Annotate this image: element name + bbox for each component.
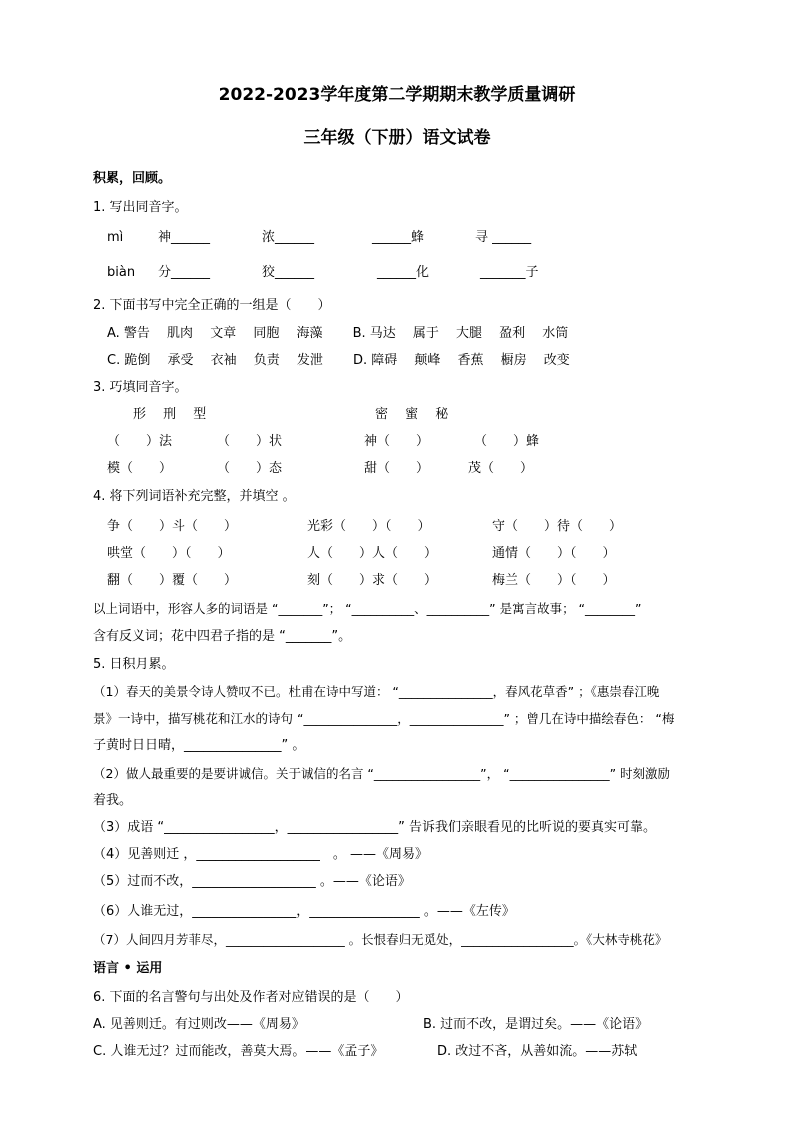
q3-blank: （ ）状 [217, 434, 283, 449]
q3-blank: （ ）法 [107, 434, 173, 449]
exam-subtitle: 三年级（下册）语文试卷 [303, 128, 491, 148]
q3-blank: （ ）蜂 [474, 434, 540, 449]
q3-chars-group2: 密 蜜 秘 [375, 407, 449, 422]
q4-idiom: 人（ ）人（ ） [307, 546, 438, 561]
q4-fill-line: 含有反义词；花中四君子指的是 “_______”。 [93, 629, 352, 644]
q5-stem: 5. 日积月累。 [93, 657, 175, 672]
q5-line: （3）成语 “_________________，_________________” 告诉我们亲眼看见的比听说的要真实可靠。 [93, 820, 657, 835]
q1-blank: _______子 [480, 265, 539, 280]
q6-option-a: A. 见善则迁。有过则改——《周易》 [93, 1017, 305, 1032]
q5-line: 景》一诗中，描写桃花和江水的诗句 “_______________，_______________” ；曾几在诗中描绘春色： “梅 [93, 711, 675, 726]
q5-line: （6）人谁无过，________________，_________________ 。——《左传》 [93, 904, 515, 919]
q3-blank: 模（ ） [107, 461, 173, 476]
q4-stem: 4. 将下列词语补充完整，并填空 。 [93, 489, 296, 504]
q3-blank: 神（ ） [364, 434, 430, 449]
q4-idiom: 通情（ ）（ ） [492, 546, 616, 561]
q1-pinyin-mi: mì [107, 230, 124, 245]
q2-options-cd: C. 跪倒 承受 衣袖 负责 发泄 D. 障碍 颠峰 香蕉 橱房 改变 [107, 353, 570, 368]
section-heading-accumulation: 积累，回顾。 [93, 171, 172, 186]
q4-idiom: 哄堂（ ）（ ） [107, 546, 231, 561]
q5-line: （2）做人最重要的是要讲诚信。关于诚信的名言 “_________________”， “________________” 时刻激励 [93, 766, 671, 781]
q3-stem: 3. 巧填同音字。 [93, 380, 188, 395]
q3-blank: 茂（ ） [468, 461, 534, 476]
q1-blank: 神______ [158, 230, 211, 245]
q4-fill-line: 以上词语中，形容人多的词语是 “_______”； “__________、__________” 是寓言故事； “________” [93, 601, 642, 616]
q1-blank: 分______ [158, 265, 211, 280]
q6-option-d: D. 改过不吝，从善如流。——苏轼 [437, 1044, 638, 1059]
q1-blank: ______化 [377, 265, 430, 280]
q6-stem: 6. 下面的名言警句与出处及作者对应错误的是（ ） [93, 990, 409, 1005]
q4-idiom: 刻（ ）求（ ） [307, 573, 438, 588]
q3-blank: （ ）态 [217, 461, 283, 476]
q2-options-ab: A. 警告 肌肉 文章 同胞 海藻 B. 马达 属于 大腿 盈利 水筒 [107, 326, 569, 341]
q4-idiom: 争（ ）斗（ ） [107, 519, 238, 534]
q1-blank: 狡______ [262, 265, 315, 280]
q6-option-b: B. 过而不改，是谓过矣。——《论语》 [423, 1017, 649, 1032]
q6-option-c: C. 人谁无过？过而能改，善莫大焉。——《孟子》 [93, 1044, 384, 1059]
q1-stem: 1. 写出同音字。 [93, 200, 188, 215]
exam-title: 2022-2023学年度第二学期期末教学质量调研 [218, 85, 576, 105]
q1-blank: ______蜂 [372, 230, 425, 245]
q5-line: （7）人间四月芳菲尽，___________________ 。长恨春归无觅处，__________________。《大林寺桃花》 [93, 932, 668, 947]
q1-blank: 浓______ [262, 230, 315, 245]
q5-line: （1）春天的美景令诗人赞叹不已。杜甫在诗中写道： “_______________，春风花草香” ；《惠崇春江晚 [93, 684, 660, 699]
q4-idiom: 光彩（ ）（ ） [307, 519, 431, 534]
q5-line: （4）见善则迁 ，___________________ 。 ——《周易》 [93, 847, 429, 862]
q4-idiom: 翻（ ）覆（ ） [107, 573, 238, 588]
section-heading-language-use: 语言 • 运用 [93, 961, 163, 976]
q4-idiom: 梅兰（ ）（ ） [492, 573, 616, 588]
q5-line: 子黄时日日晴，_______________” 。 [93, 738, 306, 753]
q3-blank: 甜（ ） [364, 461, 430, 476]
q4-idiom: 守（ ）待（ ） [492, 519, 623, 534]
q5-line: （5）过而不改，___________________ 。——《论语》 [93, 874, 411, 889]
q3-chars-group1: 形 刑 型 [133, 407, 207, 422]
q1-pinyin-bian: biàn [107, 265, 136, 280]
q1-blank: 寻 ______ [475, 230, 532, 245]
q5-line: 着我。 [93, 793, 133, 808]
q2-stem: 2. 下面书写中完全正确的一组是（ ） [93, 298, 331, 313]
